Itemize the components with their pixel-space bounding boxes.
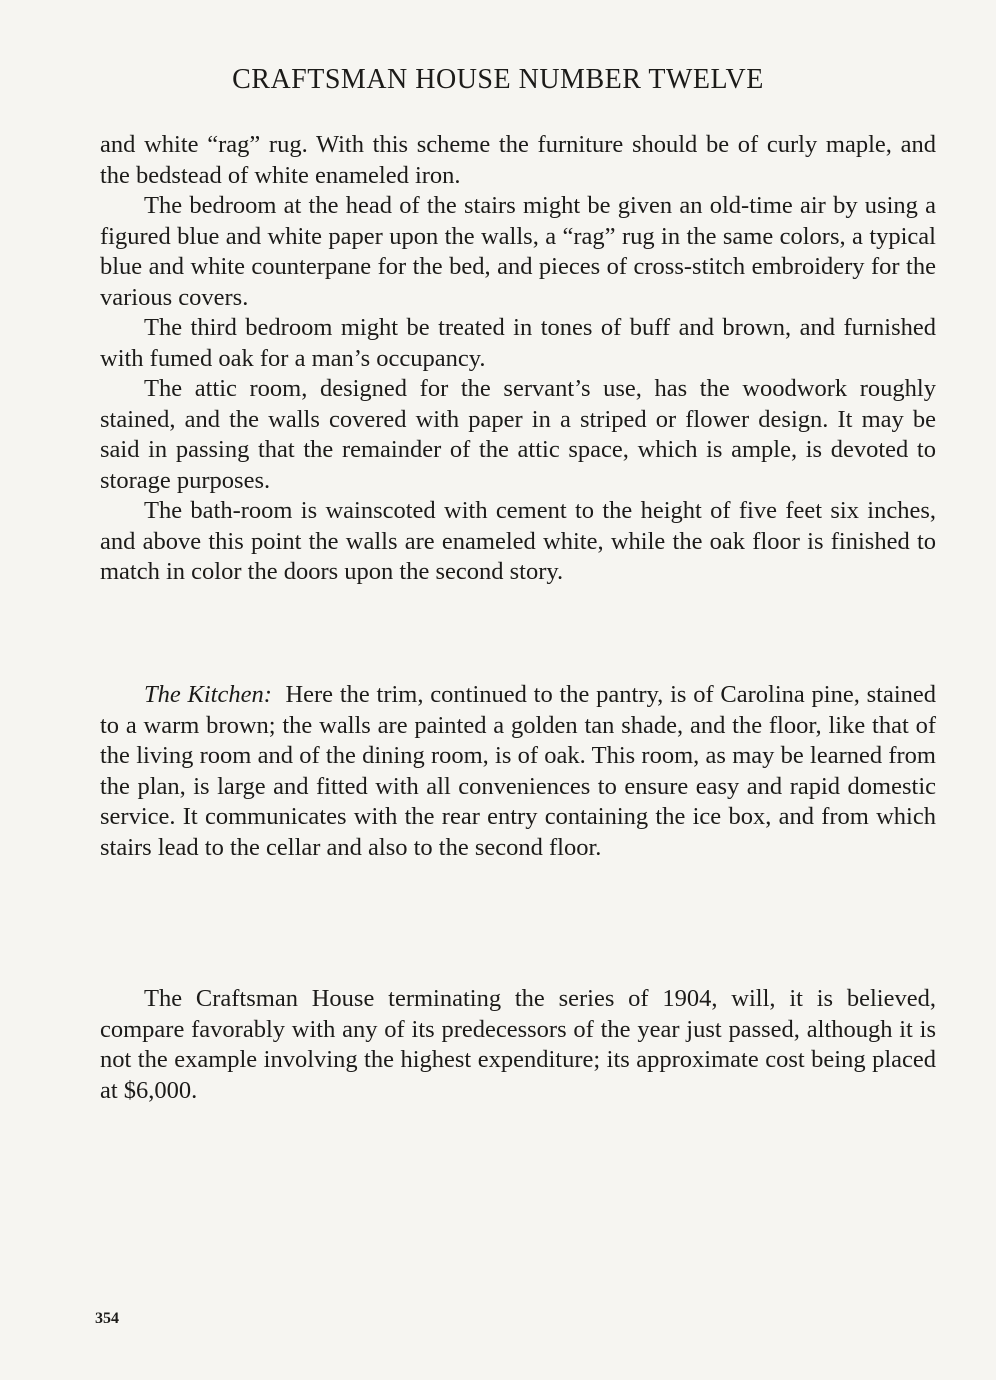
paragraph-head-of-stairs-bedroom: The bedroom at the head of the stairs might be given an old-time air by using a figured blue and white paper upon the walls, a “rag” rug in the same colors, a typical blue and white counterpane for the bed, and pieces of cross-stitch embroidery for the various covers. — [100, 192, 936, 311]
kitchen-body: Here the trim, continued to the pantry, is of Carolina pine, stained to a warm brown; the walls are painted a golden tan shade, and the floor, like that of the living room and of the dining room, is of oak. This room, as may be learned from the plan, is large and fitted with all conveniences to ensure easy and rapid domestic service. It communicates with the rear entry containing the ice box, and from which stairs lead to the cellar and also to the second floor. — [100, 681, 936, 861]
kitchen-heading: The Kitchen: — [144, 681, 272, 708]
paragraph-rag-rug: and white “rag” rug. With this scheme the furniture should be of curly maple, and the bedstead of white enameled iron. — [100, 131, 936, 189]
running-head: CRAFTSMAN HOUSE NUMBER TWELVE — [232, 64, 764, 95]
kitchen-section — [100, 680, 936, 863]
closing-section — [100, 984, 936, 1106]
paragraph-attic-room: The attic room, designed for the servant’s use, has the woodwork roughly stained, and the walls covered with paper in a striped or flower design. It may be said in passing that the remainder of the attic space, which is ample, is devoted to storage purposes. — [100, 375, 936, 494]
paragraph-third-bedroom: The third bedroom might be treated in tones of buff and brown, and furnished with fumed oak for a man’s occupancy. — [100, 314, 936, 372]
bedroom-section — [100, 130, 936, 588]
paragraph-bath-room: The bath-room is wainscoted with cement to the height of five feet six inches, and above this point the walls are enameled white, while the oak floor is finished to match in color the doors upon the second story. — [100, 497, 936, 585]
paragraph-kitchen — [100, 680, 936, 863]
page-number: 354 — [95, 1310, 119, 1327]
paragraph-closing: The Craftsman House terminating the series of 1904, will, it is believed, compare favorably with any of its predecessors of the year just passed, although it is not the example involving the highest expenditure; its approximate cost being placed at $6,000. — [100, 985, 936, 1104]
